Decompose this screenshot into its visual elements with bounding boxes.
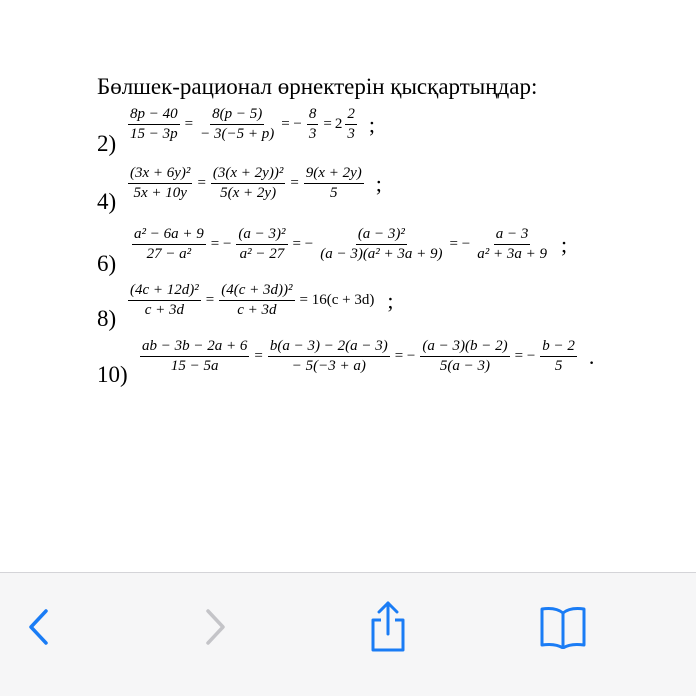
- denominator: 5(a − 3): [439, 358, 491, 374]
- problem-expression: [126, 106, 378, 143]
- fraction: [540, 338, 577, 375]
- trailing-punctuation: ;: [387, 287, 394, 313]
- numerator: (4(c + 3d))²: [219, 282, 294, 301]
- equals-sign: =: [254, 348, 263, 364]
- browser-toolbar: [0, 572, 696, 696]
- equals-sign: =: [323, 116, 332, 132]
- equals-sign: = −: [292, 236, 314, 252]
- denominator: 5: [330, 185, 338, 201]
- numerator: 8(p − 5): [210, 106, 264, 125]
- trailing-punctuation: ;: [368, 111, 375, 137]
- numerator: b(a − 3) − 2(a − 3): [268, 338, 390, 357]
- fraction: [268, 338, 390, 375]
- bookmarks-button[interactable]: [533, 597, 593, 657]
- numerator: (a − 3)(b − 2): [420, 338, 509, 357]
- forward-button[interactable]: [184, 597, 244, 657]
- fraction: [132, 226, 206, 263]
- fraction: [219, 282, 294, 319]
- equals-sign: =: [184, 116, 194, 132]
- equals-sign: = −: [449, 236, 471, 252]
- trailing-punctuation: ;: [375, 170, 382, 196]
- numerator: b − 2: [540, 338, 577, 357]
- fraction: [140, 338, 249, 375]
- share-button[interactable]: [358, 597, 418, 657]
- problem-expression: [130, 226, 570, 263]
- numerator: (3x + 6y)²: [128, 165, 192, 184]
- back-button[interactable]: [10, 597, 70, 657]
- numerator: (3(x + 2y))²: [211, 165, 285, 184]
- problem-expression: [138, 338, 597, 375]
- task-heading: Бөлшек-рационал өрнектерін қысқартыңдар:: [97, 74, 538, 99]
- fraction: [211, 165, 285, 202]
- problem-number: 2): [97, 131, 117, 156]
- book-icon: [538, 605, 588, 649]
- denominator: 3: [308, 126, 317, 142]
- equals-sign: =: [290, 175, 299, 191]
- denominator: 27 − a²: [146, 246, 192, 262]
- trailing-punctuation: ;: [560, 231, 568, 257]
- problem-expression: [126, 165, 385, 202]
- numerator: a − 3: [494, 226, 531, 245]
- fraction: [128, 282, 201, 319]
- mixed-number: [335, 106, 359, 143]
- numerator: (4c + 12d)²: [128, 282, 201, 301]
- fraction: [304, 165, 364, 202]
- numerator: ab − 3b − 2a + 6: [140, 338, 249, 357]
- problem-number: 8): [97, 306, 117, 331]
- fraction: [307, 106, 319, 143]
- equals-sign: = −: [281, 116, 302, 132]
- chevron-left-icon: [25, 607, 55, 647]
- problem-expression: [126, 282, 396, 319]
- denominator: − 3(−5 + p): [200, 126, 275, 142]
- denominator: (a − 3)(a² + 3a + 9): [320, 246, 443, 262]
- numerator: (a − 3)²: [356, 226, 407, 245]
- fraction: [198, 106, 276, 143]
- share-icon: [366, 600, 410, 654]
- problem-number: 10): [97, 362, 128, 387]
- fraction: [475, 226, 549, 263]
- trailing-punctuation: .: [588, 343, 595, 369]
- fraction: [345, 106, 357, 143]
- fraction: [128, 165, 192, 202]
- denominator: 15 − 5a: [170, 358, 219, 374]
- problem-number: 4): [97, 189, 117, 214]
- denominator: c + 3d: [144, 302, 185, 318]
- numerator: 9(x + 2y): [304, 165, 364, 184]
- denominator: a² + 3a + 9: [477, 246, 547, 262]
- numerator: (a − 3)²: [236, 226, 287, 245]
- denominator: − 5(−3 + a): [291, 358, 366, 374]
- equals-sign: =: [205, 292, 215, 308]
- denominator: 5: [554, 358, 563, 374]
- fraction: [420, 338, 509, 375]
- equals-sign: = −: [514, 348, 536, 364]
- denominator: a² − 27: [239, 246, 285, 262]
- chevron-right-icon: [199, 607, 229, 647]
- problem-number: 6): [97, 251, 117, 276]
- denominator: c + 3d: [237, 302, 277, 318]
- numerator: 8: [307, 106, 319, 125]
- numerator: 2: [345, 106, 357, 125]
- numerator: 8p − 40: [128, 106, 180, 125]
- denominator: 5x + 10y: [133, 185, 187, 201]
- denominator: 15 − 3p: [130, 126, 178, 142]
- mixed-whole: 2: [334, 116, 343, 132]
- numerator: a² − 6a + 9: [132, 226, 206, 245]
- denominator: 3: [347, 126, 355, 142]
- equals-sign: = −: [210, 236, 232, 252]
- equals-sign: = −: [394, 348, 416, 364]
- fraction: [128, 106, 180, 143]
- denominator: 5(x + 2y): [220, 185, 277, 201]
- equals-sign: =: [197, 175, 206, 191]
- fraction: [318, 226, 444, 263]
- equals-sign: = 16(c + 3d): [299, 292, 375, 308]
- fraction: [236, 226, 287, 263]
